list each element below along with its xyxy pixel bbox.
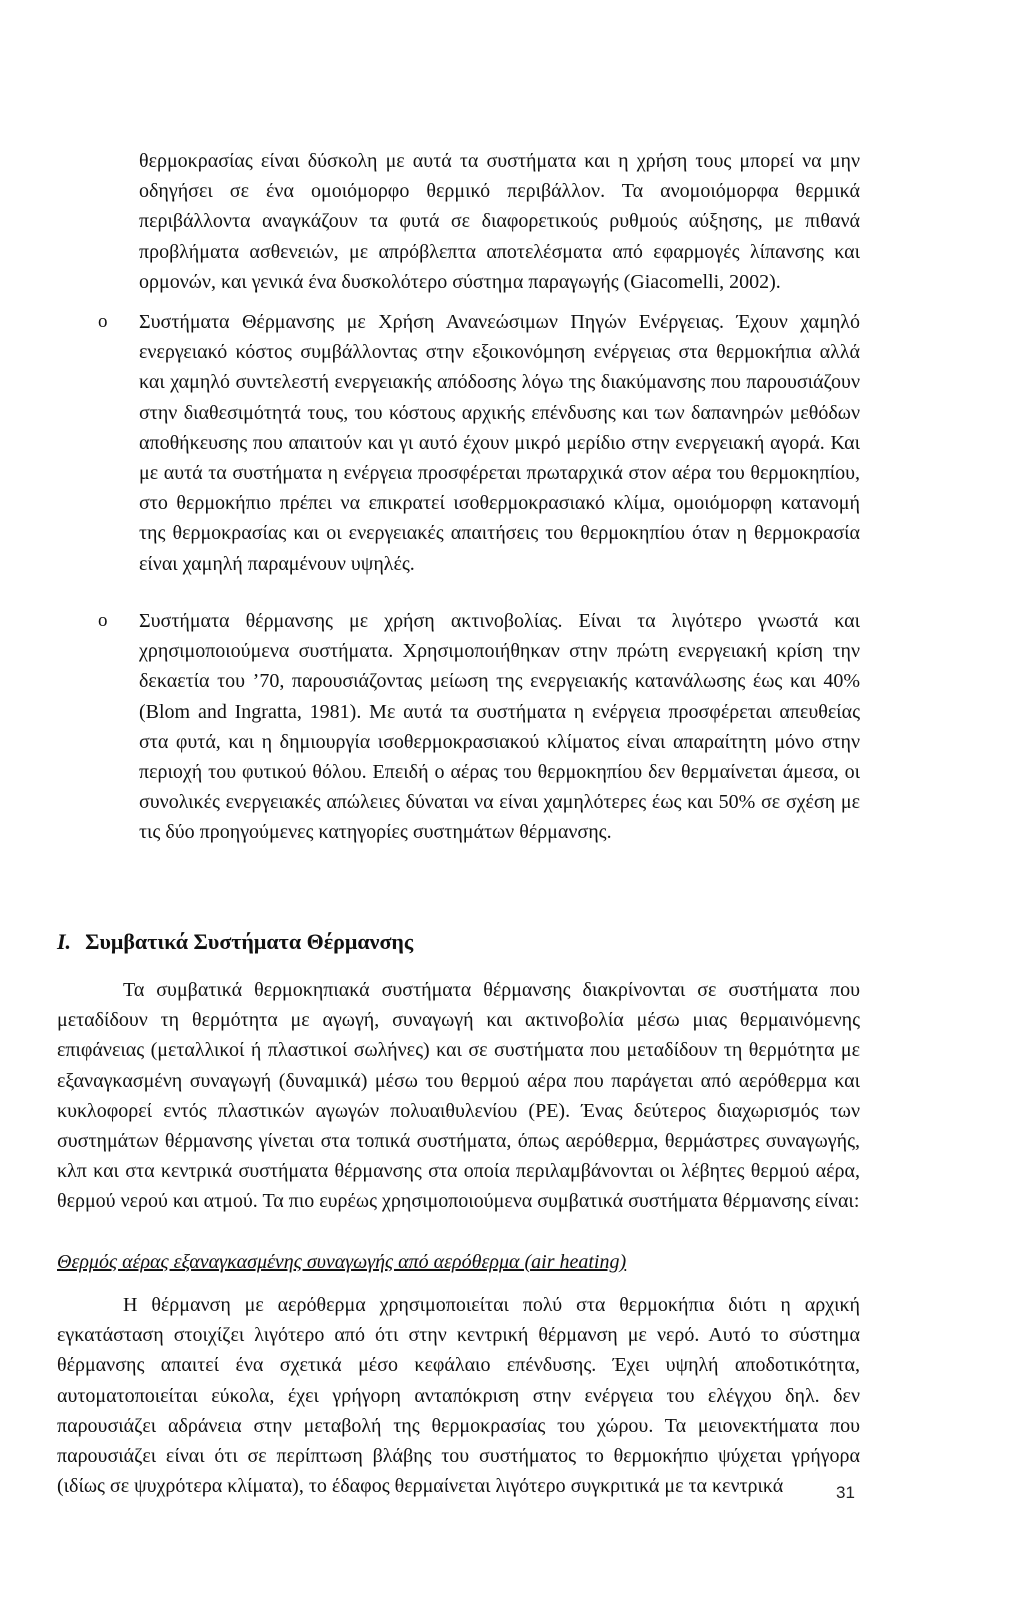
section-heading <box>57 927 413 957</box>
air-heating-paragraph: Η θέρμανση με αερόθερμα χρησιμοποιείται πολύ στα θερμοκήπια διότι η αρχική εγκατάσταση στοιχίζει λιγότερο από ότι στην κεντρική θέρμανση με νερό. Αυτό το σύστημα θέρμανσης απαιτεί ένα σχετικά μέσο κεφάλαιο επένδυσης. Έχει υψηλή αποδοτικότητα, αυτοματοποιείται εύκολα, έχει γρήγορη ανταπόκριση στην ενέργεια του ελέγχου δηλ. δεν παρουσιάζει αδράνεια στην μεταβολή της θερμοκρασίας του χώρου. Τα μειονεκτήματα που παρουσιάζει είναι ότι σε περίπτωση βλάβης του συστήματος το θερμοκήπιο ψύχεται γρήγορα (ιδίως σε ψυχρότερα κλίματα), το έδαφος θερμαίνεται λιγότερο συγκριτικά με τα κεντρικά <box>57 1294 860 1498</box>
section-number: I. <box>57 929 72 954</box>
bullet-radiation-heating: Συστήματα θέρμανσης με χρήση ακτινοβολίας. Είναι τα λιγότερο γνωστά και χρησιμοποιούμενα συστήματα. Χρησιμοποιήθηκαν στην πρώτη ενεργειακή κρίση την δεκαετία του ’70, παρουσιάζοντας μείωση της ενεργειακής κατανάλωσης έως και 40% (Blom and Ingratta, 1981). Με αυτά τα συστήματα η ενέργεια προσφέρεται απευθείας στα φυτά, και η δημιουργία ισοθερμοκρασιακού κλίματος είναι απαραίτητη μόνο στην περιοχή του φυτικού θόλου. Επειδή ο αέρας του θερμοκηπίου δεν θερμαίνεται άμεσα, οι συνολικές ενεργειακές απώλειες δύναται να είναι χαμηλότερες έως και 50% σε σχέση με τις δύο προηγούμενες κατηγορίες συστημάτων θέρμανσης. <box>139 610 860 844</box>
section-title: Συμβατικά Συστήματα Θέρμανσης <box>85 929 414 954</box>
page-number: 31 <box>836 1483 855 1502</box>
subheading-air-heating: Θερμός αέρας εξαναγκασμένης συναγωγής από αερόθερμα (air heating) <box>57 1251 627 1273</box>
bullet-marker: o <box>98 610 108 631</box>
bullet-marker: o <box>98 311 108 332</box>
section-paragraph: Τα συμβατικά θερμοκηπιακά συστήματα θέρμανσης διακρίνονται σε συστήματα που μεταδίδουν τη θερμότητα με αγωγή, συναγωγή και ακτινοβολία μέσω μιας θερμαινόμενης επιφάνειας (μεταλλικοί ή πλαστικοί σωλήνες) και σε συστήματα που μεταδίδουν τη θερμότητα με εξαναγκασμένη συναγωγή (δυναμικά) μέσω του θερμού αέρα που παράγεται από αερόθερμα και κυκλοφορεί εντός πλαστικών αγωγών πολυαιθυλενίου (PE). Ένας δεύτερος διαχωρισμός των συστημάτων θέρμανσης γίνεται στα τοπικά συστήματα, όπως αερόθερμα, θερμάστρες συναγωγής, κλπ και στα κεντρικά συστήματα θέρμανσης στα οποία περιλαμβάνονται οι λέβητες θερμού αέρα, θερμού νερού και ατμού. Τα πιο ευρέως χρησιμοποιούμενα συμβατικά συστήματα θέρμανσης είναι: <box>57 979 860 1213</box>
intro-paragraph: θερμοκρασίας είναι δύσκολη με αυτά τα συστήματα και η χρήση τους μπορεί να μην οδηγήσει σε ένα ομοιόμορφο θερμικό περιβάλλον. Τα ανομοιόμορφα θερμικά περιβάλλοντα αναγκάζουν τα φυτά σε διαφορετικούς ρυθμούς αύξησης, με πιθανά προβλήματα ασθενειών, με απρόβλεπτα αποτελέσματα από εφαρμογές λίπανσης και ορμονών, και γενικά ένα δυσκολότερο σύστημα παραγωγής (Giacomelli, 2002). <box>139 150 860 293</box>
bullet-renewable-heating: Συστήματα Θέρμανσης με Χρήση Ανανεώσιμων Πηγών Ενέργειας. Έχουν χαμηλό ενεργειακό κόστος συμβάλλοντας στην εξοικονόμηση ενέργειας στα θερμοκήπια αλλά και χαμηλό συντελεστή ενεργειακής απόδοσης λόγω της διακύμανσης που παρουσιάζουν στην διαθεσιμότητά τους, του κόστους αρχικής επένδυσης και των δαπανηρών μεθόδων αποθήκευσης που απαιτούν και γι αυτό έχουν μικρό μερίδιο στην ενεργειακή αγορά. Και με αυτά τα συστήματα η ενέργεια προσφέρεται πρωταρχικά στον αέρα του θερμοκηπίου, στο θερμοκήπιο πρέπει να επικρατεί ισοθερμοκρασιακό κλίμα, ομοιόμορφη κατανομή της θερμοκρασίας και οι ενεργειακές απαιτήσεις του θερμοκηπίου όταν η θερμοκρασία είναι χαμηλή παραμένουν υψηλές. <box>139 311 860 575</box>
